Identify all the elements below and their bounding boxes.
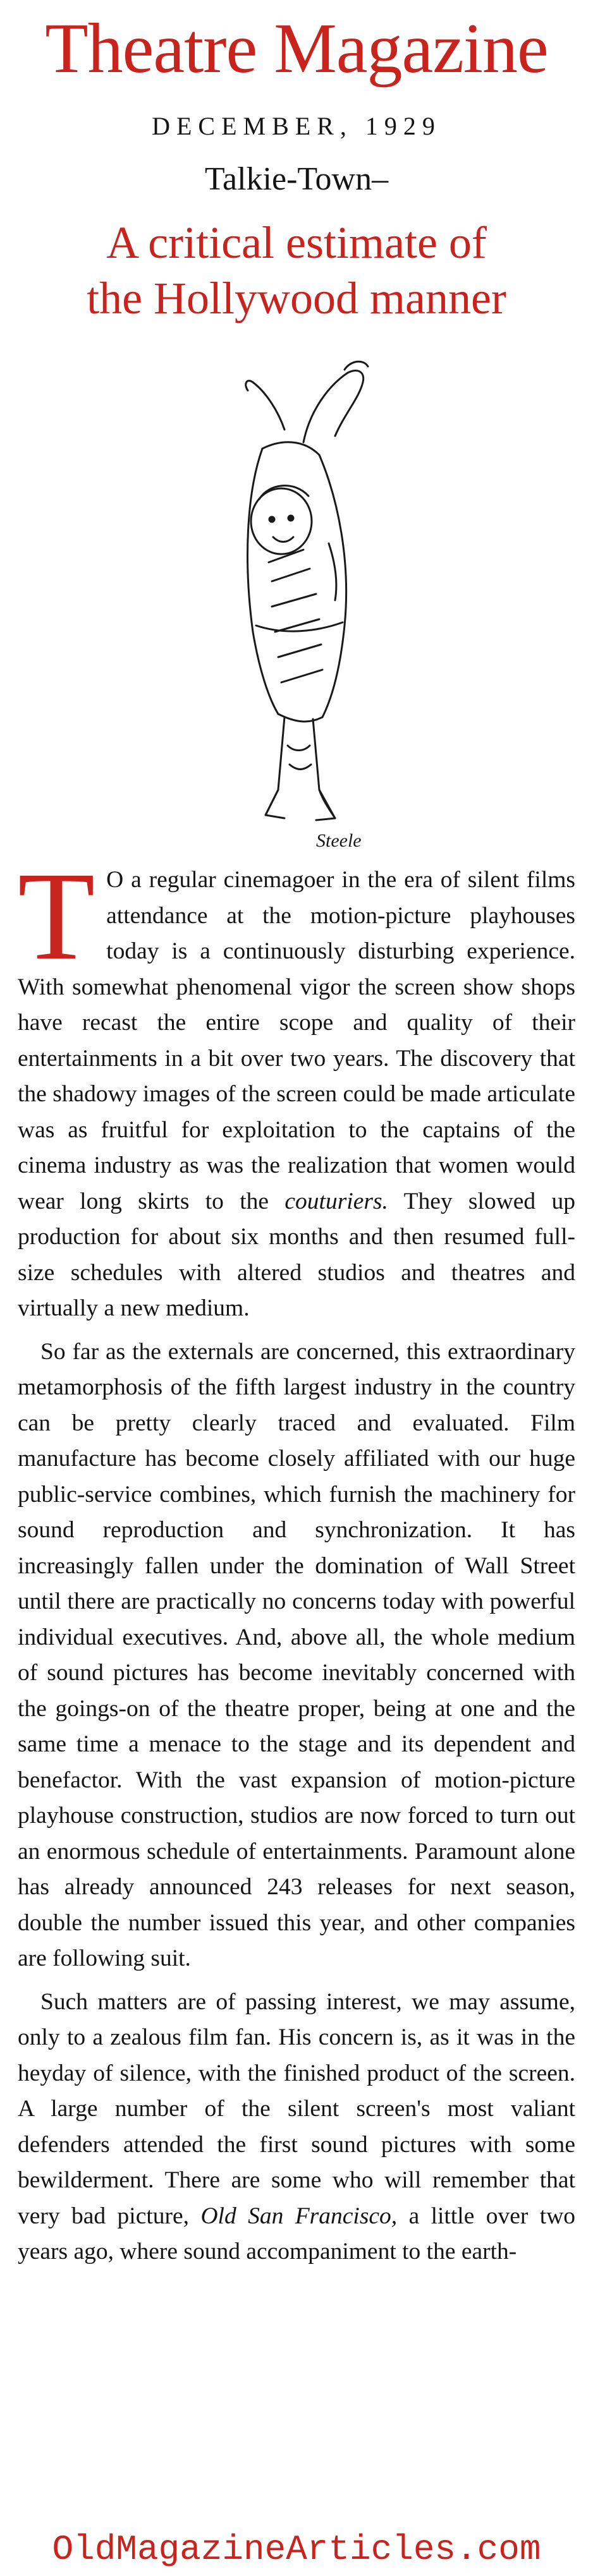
- paragraph-3-text: Such matters are of passing interest, we may assume, only to a zealous film fan. His concern is, as it was in the heyday of silence, with the finished product of the screen. A large number of the silent screen's most valiant defenders attended the first sound pictures with some bewilderment. There are some who will remember that very bad picture,: [18, 1988, 575, 2229]
- magazine-masthead: Theatre Magazine: [45, 9, 548, 88]
- article-kicker: Talkie-Town–: [204, 161, 389, 197]
- article-headline: [0, 215, 593, 326]
- source-footer: OldMagazineArticles.com: [0, 2524, 593, 2576]
- paragraph-3: [18, 1985, 575, 2270]
- paragraph-1: [18, 847, 575, 1327]
- cartoon-illustration: [209, 354, 398, 853]
- headline-line-2: the Hollywood manner: [87, 273, 506, 324]
- paragraph-1-italic: couturiers.: [284, 1188, 388, 1214]
- paragraph-1-text: O a regular cinemagoer in the era of silent films attendance at the motion-picture playhouses today is a continuously disturbing experience. With somewhat phenomenal vigor the screen show shops have recast the entire scope and quality of their entertainments in a bit over two years. The discovery that the shadowy images of the screen could be made articulate was as fruitful for exploitation to the captains of the cinema industry as was the realization that women would wear long skirts to the: [18, 867, 575, 1214]
- issue-date: DECEMBER, 1929: [152, 112, 441, 140]
- paragraph-2: So far as the externals are concerned, this extraordinary metamorphosis of the fifth largest industry in the country can be pretty clearly traced and evaluated. Film manufacture has become closely affiliated with our huge public-service combines, which furnish the machinery for sound reproduction and synchronization. It has increasingly fallen under the domination of Wall Street until there are practically no concerns today with powerful individual executives. And, above all, the whole medium of sound pictures has become inevitably concerned with the goings-on of the theatre proper, being at one and the same time a menace to the stage and its dependent and benefactor. With the vast expansion of motion-picture playhouse construction, studios are now forced to turn out an enormous schedule of entertainments. Paramount alone has already announced 243 releases for next season, double the number issued this year, and other companies are following suit.: [18, 1338, 575, 1971]
- paragraph-3-tail: a little over two years ago, where sound accompaniment to the earth-: [18, 2203, 576, 2265]
- headline-line-1: A critical estimate of: [106, 217, 487, 268]
- paragraph-3-italic: Old San Francisco,: [200, 2203, 398, 2229]
- illustration-signature: Steele: [316, 830, 362, 851]
- article-body: [18, 847, 576, 2278]
- cartoon-figure-drawing: [209, 354, 398, 853]
- drop-cap: T: [18, 847, 95, 986]
- paragraph-1-tail: They slowed up production for about six months and then resumed full-size schedules with altered studios and theatres and virtually a new medium.: [18, 1188, 575, 1321]
